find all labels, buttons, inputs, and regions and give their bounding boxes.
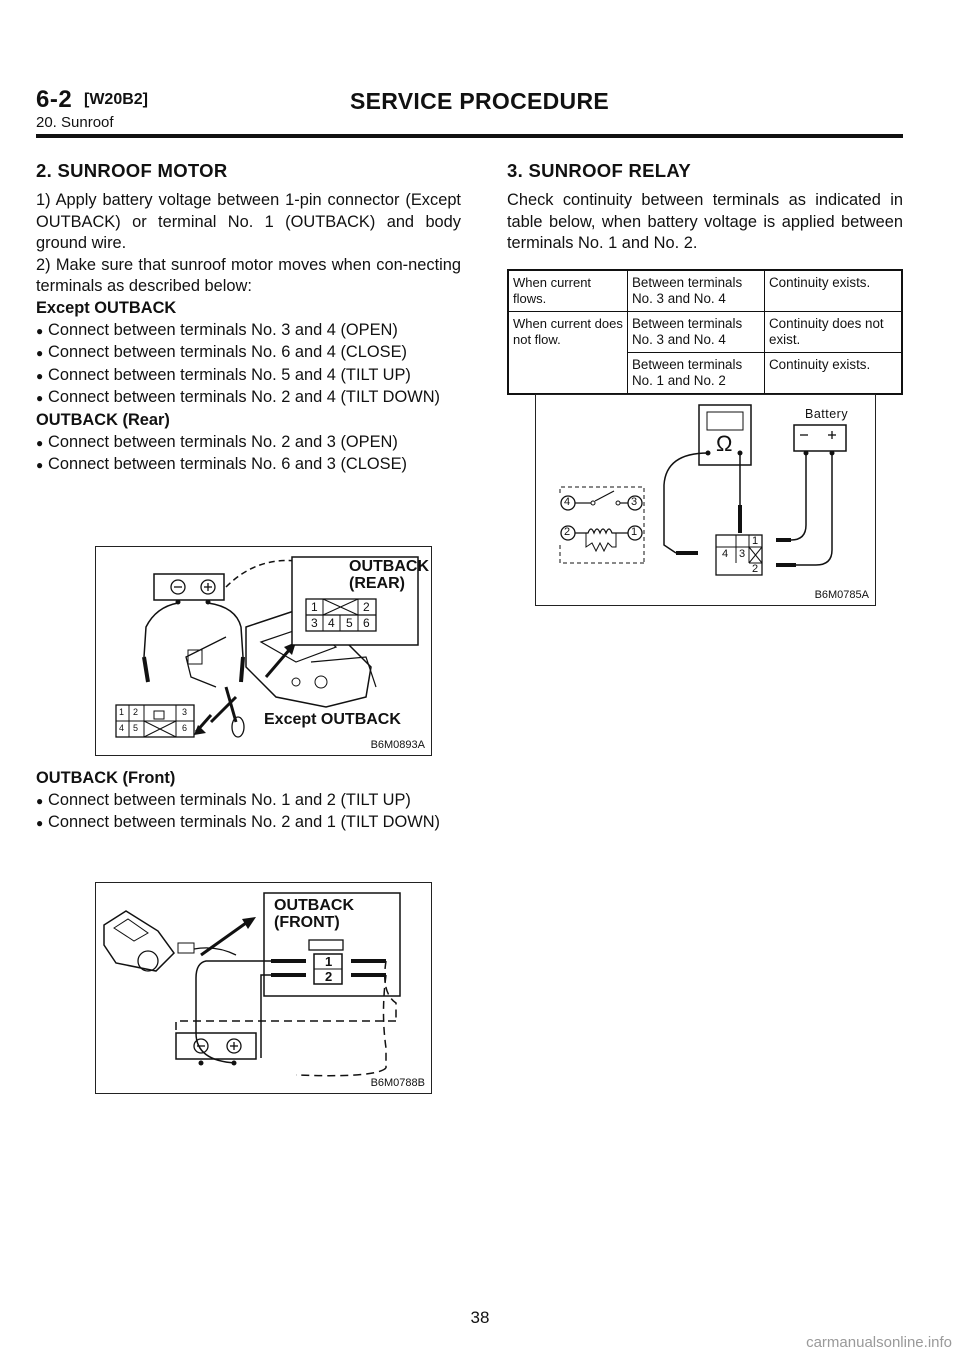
table-cell: Between terminals No. 3 and No. 4 (628, 311, 765, 352)
rear-terminal-3: 3 (311, 616, 318, 630)
section-number: 6-2 (36, 86, 73, 113)
model-tag: [W20B2] (84, 91, 149, 108)
relay-terminal-2: 2 (564, 526, 571, 538)
right-column (507, 160, 903, 395)
except-terminal-6: 6 (182, 723, 188, 733)
outback-rear-label: OUTBACK (REAR) (349, 558, 429, 592)
rear-item: ● Connect between terminals No. 6 and 3 (CLOSE) (36, 454, 461, 477)
outback-front-heading: OUTBACK (Front) (36, 769, 176, 787)
except-item: ● Connect between terminals No. 5 and 4 (TILT UP) (36, 365, 461, 388)
relay-terminal-3: 3 (631, 496, 638, 508)
front-terminal-1: 1 (325, 954, 333, 969)
connector-terminal-4: 4 (722, 548, 729, 560)
watermark: carmanualsonline.info (806, 1334, 952, 1351)
connector-terminal-1: 1 (752, 535, 759, 547)
battery-label: Battery (805, 407, 849, 421)
relay-figure (535, 394, 876, 606)
table-row (508, 270, 902, 312)
figure-code: B6M0893A (370, 739, 425, 751)
front-terminal-2: 2 (325, 969, 333, 984)
table-row (508, 311, 902, 352)
relay-continuity-table (507, 269, 903, 395)
front-item: ● Connect between terminals No. 2 and 1 (TILT DOWN) (36, 812, 461, 835)
relay-heading: 3. SUNROOF RELAY (507, 160, 692, 181)
chapter-subtitle: 20. Sunroof (36, 114, 114, 131)
table-cell: When current does not flow. (508, 311, 628, 394)
except-terminal-5: 5 (133, 723, 139, 733)
outback-front-figure (95, 882, 432, 1094)
table-cell: When current flows. (508, 270, 628, 312)
bullet-icon: ● (36, 346, 44, 361)
motor-heading: 2. SUNROOF MOTOR (36, 160, 228, 181)
bullet-icon: ● (36, 793, 44, 808)
page-number: 38 (470, 1308, 490, 1327)
except-item: ● Connect between terminals No. 3 and 4 (OPEN) (36, 320, 461, 343)
relay-terminal-4: 4 (564, 496, 571, 508)
connector-terminal-3: 3 (739, 548, 746, 560)
rear-terminal-4: 4 (328, 616, 335, 630)
rear-item: ● Connect between terminals No. 2 and 3 (OPEN) (36, 432, 461, 455)
relay-intro: Check continuity between terminals as indicated in table below, when battery voltage is applied between terminals No. 1 and No. 2. (507, 191, 903, 253)
bullet-icon: ● (36, 323, 44, 338)
except-terminal-4: 4 (119, 723, 125, 733)
header-rule (36, 134, 903, 138)
table-cell: Between terminals No. 3 and No. 4 (628, 270, 765, 312)
left-column-lower (36, 768, 461, 835)
outback-rear-heading: OUTBACK (Rear) (36, 410, 170, 429)
bullet-icon: ● (36, 435, 44, 450)
page-title: SERVICE PROCEDURE (350, 88, 610, 114)
except-item: ● Connect between terminals No. 6 and 4 (CLOSE) (36, 342, 461, 365)
motor-figure (95, 546, 432, 756)
except-terminal-1: 1 (119, 707, 125, 717)
relay-terminal-1: 1 (631, 526, 638, 538)
except-terminal-2: 2 (133, 707, 139, 717)
ohm-icon: Ω (716, 431, 733, 456)
figure-code: B6M0788B (370, 1077, 425, 1089)
bullet-icon: ● (36, 391, 44, 406)
bullet-icon: ● (36, 368, 44, 383)
battery-icon (176, 1033, 256, 1066)
table-cell: Continuity exists. (765, 352, 903, 394)
rear-terminal-1: 1 (311, 600, 318, 614)
front-item: ● Connect between terminals No. 1 and 2 (TILT UP) (36, 790, 461, 813)
motor-step-2: 2) Make sure that sunroof motor moves when con-necting terminals as described below: (36, 255, 461, 296)
bullet-icon: ● (36, 458, 44, 473)
table-cell: Continuity exists. (765, 270, 903, 312)
connector-terminal-2: 2 (752, 563, 759, 575)
left-column (36, 160, 461, 477)
except-item: ● Connect between terminals No. 2 and 4 (TILT DOWN) (36, 387, 461, 410)
rear-terminal-2: 2 (363, 600, 370, 614)
table-cell: Continuity does not exist. (765, 311, 903, 352)
except-outback-label: Except OUTBACK (264, 711, 401, 728)
motor-step-1: 1) Apply battery voltage between 1-pin connector (Except OUTBACK) or terminal No. 1 (OUTBACK) and body ground wire. (36, 191, 461, 253)
figure-code: B6M0785A (814, 589, 869, 601)
relay-diagram (536, 395, 875, 605)
outback-front-diagram (96, 883, 431, 1093)
except-outback-heading: Except OUTBACK (36, 298, 177, 317)
except-terminal-3: 3 (182, 707, 188, 717)
bullet-icon: ● (36, 816, 44, 831)
outback-front-label: OUTBACK (FRONT) (274, 897, 354, 931)
table-cell: Between terminals No. 1 and No. 2 (628, 352, 765, 394)
rear-terminal-6: 6 (363, 616, 370, 630)
battery-icon (794, 425, 846, 456)
rear-terminal-5: 5 (346, 616, 353, 630)
